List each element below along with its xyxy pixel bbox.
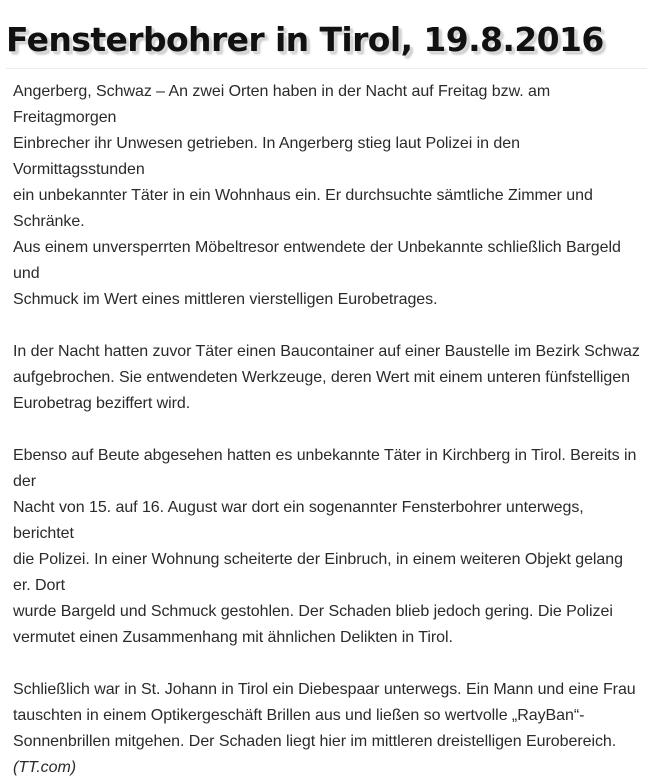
headline-container: [6, 20, 646, 66]
article-paragraph-3: Ebenso auf Beute abgesehen hatten es unbekannte Täter in Kirchberg in Tirol. Bereits in der Nacht von 15. auf 16. August war dort ein sogenannter Fensterbohrer unterwegs, berichtet die Polizei. In einer Wohnung scheiterte der Einbruch, in einem weiteren Objekt gelang er. Dort wurde Bargeld und Schmuck gestohlen. Der Schaden blieb jedoch gering. Die Polizei vermutet einen Zusammenhang mit ähnlichen Delikten in Tirol.: [13, 447, 637, 646]
article-paragraph-2: In der Nacht hatten zuvor Täter einen Baucontainer auf einer Baustelle im Bezirk Schwaz aufgebrochen. Sie entwendeten Werkzeuge, deren Wert mit einem unteren fünfstelligen Eurobetrag beziffert wird.: [13, 343, 640, 412]
article-body: [13, 79, 643, 781]
article-paragraph-1: Angerberg, Schwaz – An zwei Orten haben in der Nacht auf Freitag bzw. am Freitagmorgen Einbrecher ihr Unwesen getrieben. In Angerberg stieg laut Polizei in den Vormittagsstunden ein unbekannter Täter in ein Wohnhaus ein. Er durchsuchte sämtliche Zimmer und Schränke. Aus einem unversperrten Möbeltresor entwendete der Unbekannte schließlich Bargeld und Schmuck im Wert eines mittleren vierstelligen Eurobetrages.: [13, 83, 621, 308]
article-source: (TT.com): [13, 759, 77, 776]
article-title: Fensterbohrer in Tirol, 19.8.2016: [6, 20, 604, 59]
title-divider: [6, 68, 647, 69]
article-paragraph-4: Schließlich war in St. Johann in Tirol ein Diebespaar unterwegs. Ein Mann und eine Frau tauschten in einem Optikergeschäft Brillen aus und ließen so wertvolle „RayBan“- Sonnenbrillen mitgehen. Der Schaden liegt hier im mittleren dreistelligen Eurobereich.: [13, 681, 636, 750]
